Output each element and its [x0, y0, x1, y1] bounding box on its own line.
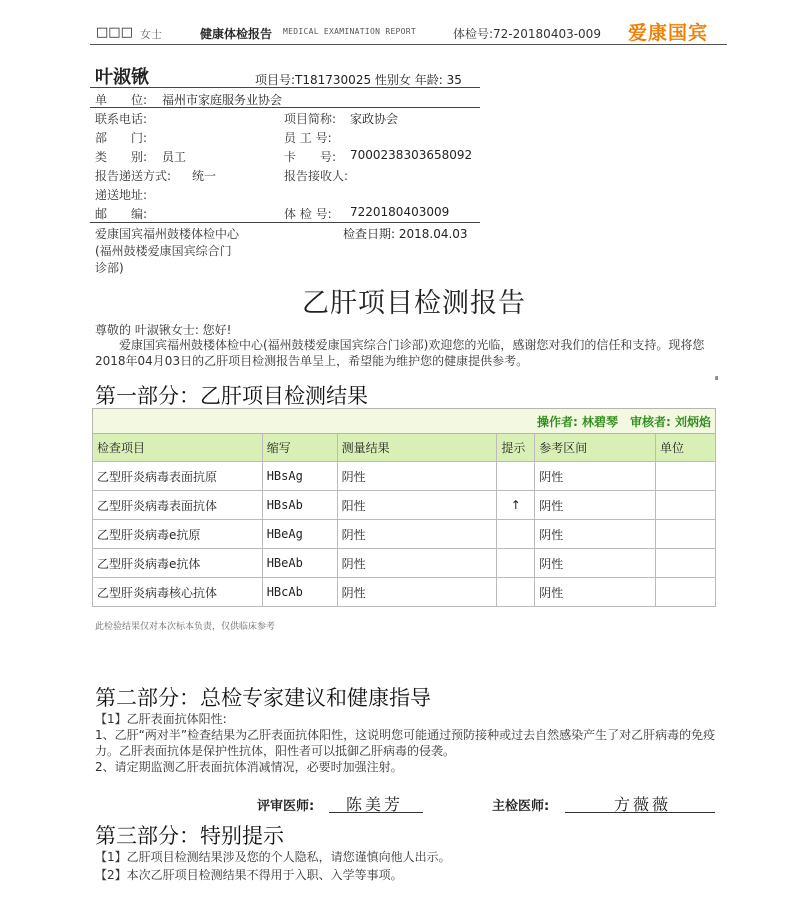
check-date: 检查日期: 2018.04.03 — [343, 227, 468, 241]
field-label-category: 类 别: — [95, 150, 148, 164]
field-label-receiver: 报告接收人: — [284, 169, 349, 183]
field-label-zip: 邮 编: — [95, 207, 148, 221]
cell-unit — [656, 578, 716, 607]
advice-line-2: 1、乙肝“两对半”检查结果为乙肝表面抗体阳性，这说明您可能通过预防接种或过去自然感染产生了对乙肝病毒的免疫力。乙肝表面抗体是保护性抗体，阳性者可以抵御乙肝病毒的侵袭。 — [95, 728, 716, 758]
notice-line-2: 【2】本次乙肝项目检测结果不得用于入职、入学等事项。 — [95, 868, 403, 882]
field-label-project: 项目简称: — [284, 112, 337, 126]
table-row — [93, 462, 716, 491]
cell-result: 阴性 — [337, 462, 497, 491]
table-header-row — [93, 434, 716, 462]
notice-line-1: 【1】乙肝项目检测结果涉及您的个人隐私，请您谨慎向他人出示。 — [95, 850, 451, 864]
cell-unit — [656, 520, 716, 549]
patient-meta: 项目号:T181730025 性别女 年龄: 35 — [255, 73, 462, 87]
cell-tip — [497, 578, 535, 607]
results-disclaimer: 此检验结果仅对本次标本负责，仅供临床参考 — [95, 622, 276, 632]
cell-item: 乙型肝炎病毒e抗原 — [93, 520, 263, 549]
table-row — [93, 520, 716, 549]
header-report-title: 健康体检报告 — [200, 27, 273, 41]
cell-abbr: HBeAg — [262, 520, 337, 549]
chief-doctor-label: 主检医师: — [492, 799, 550, 814]
patient-name: 叶淑锹 — [95, 67, 149, 88]
col-header-tip: 提示 — [497, 434, 535, 462]
brand-logo-text: 爱康国宾 — [628, 22, 709, 44]
field-label-address: 递送地址: — [95, 188, 148, 202]
cell-ref: 阴性 — [535, 549, 656, 578]
cell-tip — [497, 520, 535, 549]
field-label-phone: 联系电话: — [95, 112, 148, 126]
page-header — [0, 0, 793, 48]
col-header-result: 测量结果 — [337, 434, 497, 462]
intro-paragraph: 爱康国宾福州鼓楼体检中心(福州鼓楼爱康国宾综合门诊部)欢迎您的光临，感谢您对我们的信任和支持。现将您2018年04月03日的乙肝项目检测报告单呈上，希望能为维护您的健康提供参考。 — [95, 338, 705, 368]
field-value-project: 家政协会 — [350, 112, 399, 126]
part2-title: 第二部分：总检专家建议和健康指导 — [95, 686, 431, 710]
cell-abbr: HBeAb — [262, 549, 337, 578]
field-label-exam-no: 体 检 号: — [284, 207, 332, 221]
cell-result: 阴性 — [337, 520, 497, 549]
cell-item: 乙型肝炎病毒表面抗原 — [93, 462, 263, 491]
col-header-abbr: 缩写 — [262, 434, 337, 462]
review-doctor-signature: 陈美芳 — [346, 795, 404, 814]
chief-signature-line — [565, 812, 715, 813]
field-label-employee-no: 员 工 号: — [284, 131, 332, 145]
page-mark: ∎ — [714, 373, 720, 382]
field-label-card: 卡 号: — [284, 150, 337, 164]
review-signature-line — [329, 812, 423, 813]
field-value-unit: 福州市家庭服务业协会 — [162, 93, 283, 107]
table-row — [93, 549, 716, 578]
cell-abbr: HBsAb — [262, 491, 337, 520]
field-label-unit: 单 位: — [95, 93, 148, 107]
col-header-ref: 参考区间 — [535, 434, 656, 462]
field-label-delivery: 报告递送方式: — [95, 169, 172, 183]
field-value-card: 7000238303658092 — [350, 148, 473, 162]
cell-item: 乙型肝炎病毒e抗体 — [93, 549, 263, 578]
cell-abbr: HBsAg — [262, 462, 337, 491]
cell-tip — [497, 462, 535, 491]
org-line-2: (福州鼓楼爱康国宾综合门 — [95, 244, 232, 258]
part3-title: 第三部分：特别提示 — [95, 824, 284, 848]
header-salutation: 女士 — [140, 28, 162, 41]
chief-doctor-signature: 方薇薇 — [614, 795, 672, 814]
cell-unit — [656, 549, 716, 578]
advice-line-3: 2、请定期监测乙肝表面抗体消减情况，必要时加强注射。 — [95, 760, 403, 774]
cell-result: 阳性 — [337, 491, 497, 520]
field-value-category: 员工 — [162, 150, 187, 164]
cell-item: 乙型肝炎病毒核心抗体 — [93, 578, 263, 607]
col-header-item: 检查项目 — [93, 434, 263, 462]
org-line-3: 诊部) — [95, 261, 124, 275]
field-value-delivery: 统一 — [192, 169, 217, 183]
info-rule-unit — [90, 107, 480, 108]
cell-tip: ↑ — [497, 491, 535, 520]
cell-result: 阴性 — [337, 578, 497, 607]
cell-unit — [656, 491, 716, 520]
operator-row — [93, 409, 716, 434]
field-value-exam-no: 7220180403009 — [350, 205, 450, 219]
review-doctor-label: 评审医师: — [257, 799, 315, 814]
field-label-dept: 部 门: — [95, 131, 148, 145]
operator-info: 操作者: 林碧琴 审核者: 刘炳焰 — [93, 409, 716, 434]
cell-ref: 阴性 — [535, 491, 656, 520]
cell-ref: 阴性 — [535, 520, 656, 549]
cell-result: 阴性 — [337, 549, 497, 578]
header-report-title-en: MEDICAL EXAMINATION REPORT — [283, 27, 417, 36]
table-row — [93, 491, 716, 520]
cell-abbr: HBcAb — [262, 578, 337, 607]
col-header-unit: 单位 — [656, 434, 716, 462]
table-row — [93, 578, 716, 607]
cell-ref: 阴性 — [535, 578, 656, 607]
header-exam-number: 体检号:72-20180403-009 — [453, 27, 601, 41]
info-rule-top — [90, 87, 480, 88]
header-patient-name: □□□ — [96, 25, 133, 40]
report-title: 乙肝项目检测报告 — [302, 288, 526, 319]
part1-title: 第一部分：乙肝项目检测结果 — [95, 384, 368, 408]
cell-unit — [656, 462, 716, 491]
results-table — [92, 408, 716, 607]
org-line-1: 爱康国宾福州鼓楼体检中心 — [95, 227, 240, 241]
cell-item: 乙型肝炎病毒表面抗体 — [93, 491, 263, 520]
cell-tip — [497, 549, 535, 578]
greeting: 尊敬的 叶淑锹女士: 您好! — [95, 323, 232, 337]
cell-ref: 阴性 — [535, 462, 656, 491]
header-divider — [90, 44, 727, 45]
info-rule-bottom — [90, 222, 480, 223]
advice-line-1: 【1】乙肝表面抗体阳性: — [95, 712, 227, 726]
